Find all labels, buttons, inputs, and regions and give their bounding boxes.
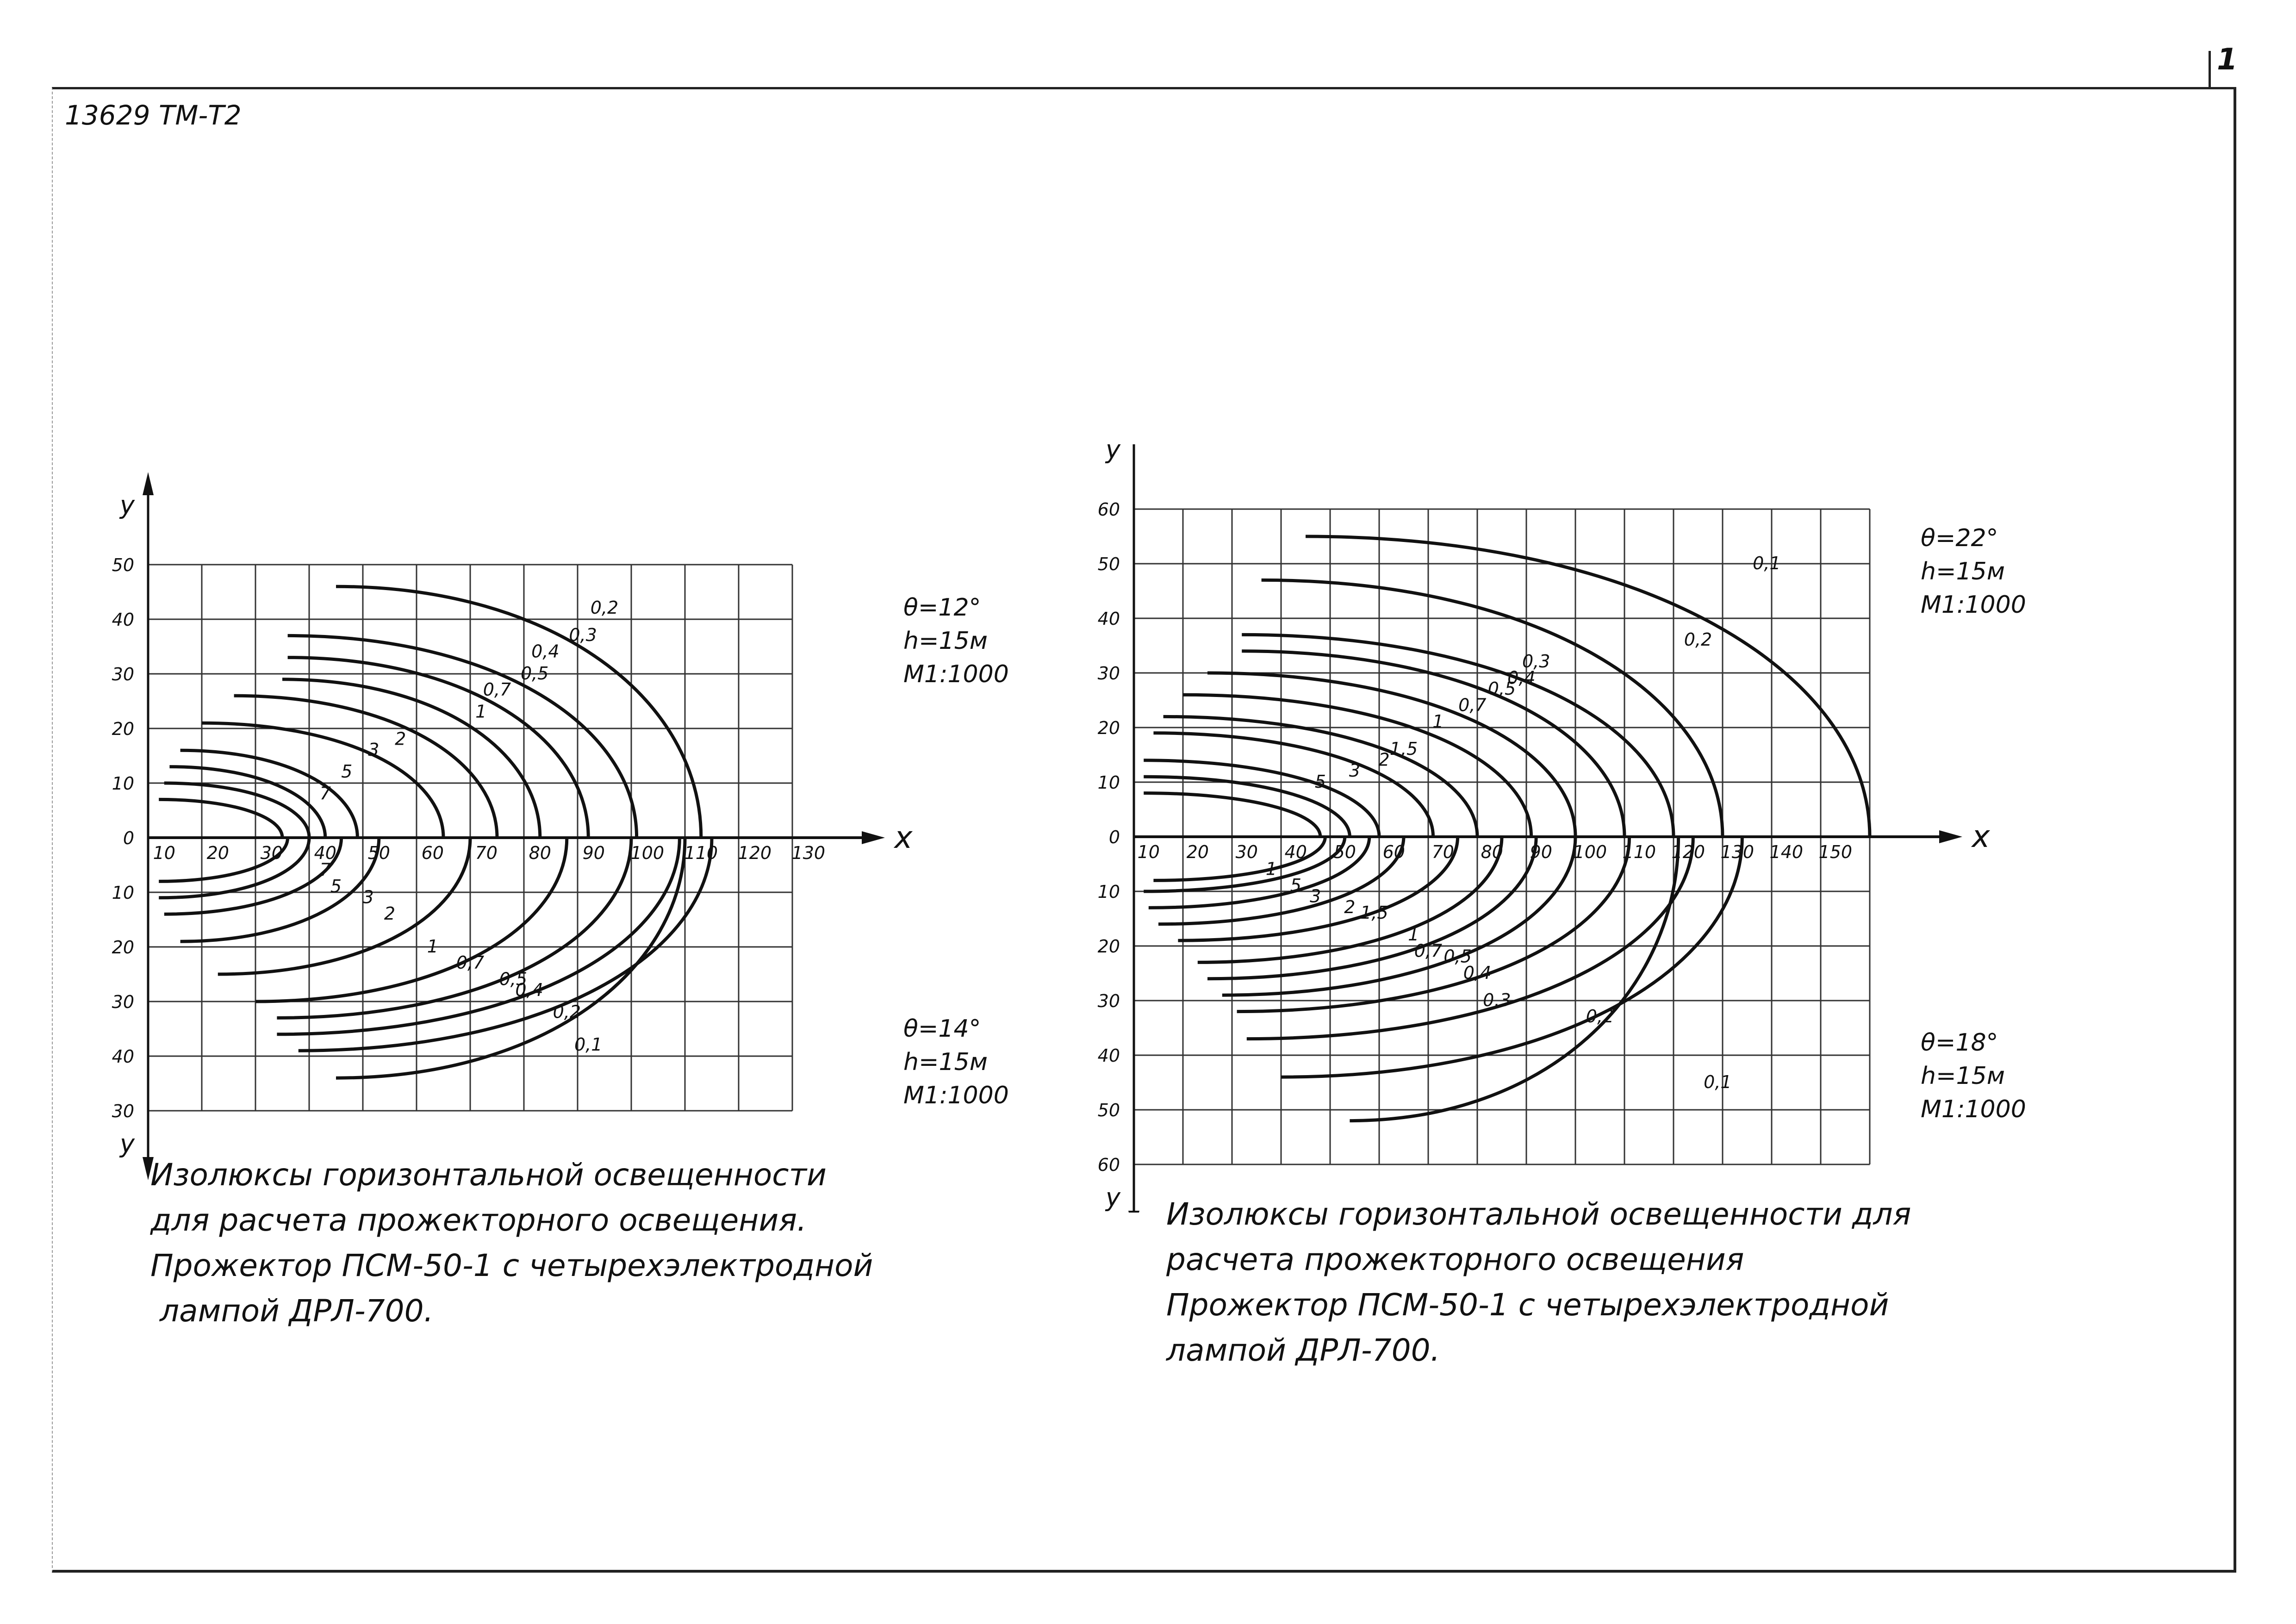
caption-left-line-1: Изолюксы горизонтальной освещенности — [150, 1157, 827, 1193]
right-x-tick-label: 70 — [1431, 842, 1454, 862]
left-curve-label-bottom: 1 — [427, 936, 438, 957]
document-code: 13629 ТМ-Т2 — [65, 100, 242, 131]
left-curve-label-top: 0,4 — [531, 641, 560, 662]
right-x-axis-arrow — [1939, 830, 1962, 843]
left-y-axis-arrow — [143, 472, 154, 495]
right-curve-label-top: 1,5 — [1389, 739, 1418, 759]
left-x-tick-label: 60 — [421, 843, 444, 863]
left-params-top-scale: М1:1000 — [903, 660, 1009, 688]
left-isolux-curve-top — [336, 586, 701, 838]
right-x-tick-label: 100 — [1573, 842, 1607, 862]
right-isolux-curve-bottom — [1350, 837, 1678, 1121]
right-curve-label-bottom: 3 — [1310, 886, 1321, 907]
right-x-tick-label: 10 — [1137, 842, 1160, 862]
right-isolux-curve-top — [1306, 536, 1870, 837]
right-y-tick-label-top: 60 — [1097, 499, 1120, 520]
left-curve-label-top: 7 — [319, 783, 331, 804]
left-curve-label-bottom: 0,7 — [456, 952, 485, 973]
right-y-tick-label-top: 30 — [1097, 663, 1120, 684]
left-y-tick-label-bottom: 40 — [112, 1046, 134, 1067]
right-y-tick-label-bottom: 50 — [1097, 1100, 1120, 1120]
left-y-tick-label-bottom: 30 — [112, 992, 134, 1012]
right-x-tick-label: 40 — [1284, 842, 1307, 862]
right-x-tick-label: 120 — [1671, 842, 1705, 862]
left-curve-label-bottom: 5 — [330, 876, 342, 896]
left-x-tick-label: 80 — [529, 843, 551, 863]
right-curve-label-bottom: 0,5 — [1444, 946, 1472, 967]
left-params-bottom-scale: М1:1000 — [903, 1082, 1009, 1109]
right-x-tick-label: 60 — [1382, 842, 1405, 862]
right-curve-label-bottom: 0,2 — [1586, 1006, 1614, 1027]
right-curve-label-top: 0,2 — [1684, 629, 1712, 650]
left-curve-label-bottom: 2 — [384, 903, 396, 924]
left-y-tick-label-bottom: 30 — [112, 1101, 134, 1121]
left-isolux-curve-top — [234, 696, 497, 838]
right-y-tick-label-top: 20 — [1097, 718, 1120, 738]
left-curve-label-top: 0,5 — [520, 663, 549, 684]
right-y-tick-label-bottom: 20 — [1097, 936, 1120, 957]
right-y-tick-label-bottom: 30 — [1097, 991, 1120, 1011]
left-curve-label-bottom: 7 — [319, 859, 331, 880]
right-x-tick-label: 90 — [1530, 842, 1552, 862]
caption-left — [150, 1152, 873, 1334]
left-y-axis-label-bottom: y — [120, 1129, 135, 1158]
left-x-tick-label: 20 — [206, 843, 229, 863]
right-y-tick-label-top: 10 — [1097, 772, 1120, 793]
right-params-bottom-theta: θ=18° — [1921, 1029, 1998, 1057]
right-curve-label-top: 0,4 — [1507, 667, 1536, 688]
right-x-tick-label: 110 — [1622, 842, 1656, 862]
right-curve-label-top: 0,3 — [1522, 651, 1550, 672]
left-curve-label-bottom: 3 — [362, 887, 374, 908]
right-x-tick-label: 50 — [1333, 842, 1356, 862]
left-curve-label-top: 0,3 — [569, 625, 597, 646]
left-params-bottom-theta: θ=14° — [903, 1015, 981, 1043]
right-curve-label-top: 0,1 — [1753, 553, 1781, 573]
left-x-tick-label: 40 — [314, 843, 336, 863]
left-x-tick-label: 110 — [684, 843, 718, 863]
right-params-top-scale: М1:1000 — [1921, 591, 2026, 619]
left-x-tick-label: 130 — [791, 843, 826, 863]
left-x-tick-label: 100 — [630, 843, 665, 863]
caption-left-line-2: для расчета прожекторного освещения. — [150, 1202, 807, 1238]
sheet-number-divider — [2209, 51, 2211, 88]
left-y-axis-label-top: y — [120, 491, 135, 520]
left-isolux-curve-bottom — [277, 838, 679, 1034]
right-params-bottom-scale: М1:1000 — [1921, 1095, 2026, 1123]
right-curve-label-top: 1 — [1432, 711, 1444, 732]
left-params-top-h: h=15м — [903, 627, 988, 655]
left-curve-label-top: 0,7 — [483, 679, 511, 700]
left-curve-label-bottom: 0,2 — [553, 1002, 581, 1022]
right-curve-label-bottom: 0,3 — [1483, 989, 1511, 1010]
right-curve-label-top: 5 — [1314, 771, 1326, 792]
left-isolux-curve-top — [159, 799, 282, 838]
right-isolux-curve-top — [1144, 760, 1379, 837]
right-grid-group — [1098, 444, 2026, 1213]
right-curve-label-bottom: 0,7 — [1414, 940, 1443, 961]
left-x-tick-label: 30 — [260, 843, 283, 863]
right-x-tick-label: 30 — [1235, 842, 1258, 862]
caption-right-line-2: расчета прожекторного освещения — [1166, 1242, 1744, 1277]
left-y-tick-label-top: 10 — [112, 773, 134, 794]
caption-right-line-1: Изолюксы горизонтальной освещенности для — [1166, 1196, 1911, 1232]
caption-left-line-4: лампой ДРЛ-700. — [160, 1293, 434, 1329]
left-x-tick-label: 10 — [153, 843, 175, 863]
right-x-tick-label: 20 — [1186, 842, 1209, 862]
left-y-tick-label-top: 0 — [123, 828, 134, 848]
caption-right — [1166, 1192, 1911, 1373]
left-x-tick-label: 50 — [367, 843, 390, 863]
left-curve-label-top: 2 — [395, 728, 406, 749]
right-y-axis-label-bottom: y — [1106, 1183, 1120, 1212]
right-curve-label-bottom: 0,4 — [1463, 962, 1492, 983]
left-y-tick-label-top: 40 — [112, 610, 134, 630]
sheet-number: 1 — [2217, 43, 2238, 77]
right-curve-label-top: 3 — [1349, 760, 1361, 781]
caption-right-line-3: Прожектор ПСМ-50-1 с четырехэлектродной — [1166, 1287, 1889, 1323]
isolux-plot-right — [1074, 444, 2231, 1213]
left-y-tick-label-top: 20 — [112, 719, 134, 739]
right-curve-label-bottom: 1,5 — [1360, 902, 1388, 923]
left-x-axis-label: x — [894, 820, 913, 855]
right-params-bottom-h: h=15м — [1921, 1062, 2005, 1090]
right-curve-label-top: 0,7 — [1458, 695, 1487, 716]
right-x-axis-label: x — [1972, 819, 1990, 854]
caption-right-line-4: лампой ДРЛ-700. — [1166, 1332, 1440, 1368]
right-curve-label-bottom: 1 — [1265, 859, 1277, 879]
left-y-tick-label-bottom: 20 — [112, 937, 134, 958]
right-x-tick-label: 150 — [1818, 842, 1853, 862]
right-y-tick-label-bottom: 10 — [1097, 882, 1120, 902]
right-x-tick-label: 140 — [1769, 842, 1804, 862]
left-y-tick-label-top: 50 — [112, 555, 134, 575]
left-curve-label-bottom: 0,4 — [515, 980, 543, 1001]
left-x-tick-label: 120 — [738, 843, 772, 863]
left-isolux-curve-top — [180, 750, 358, 838]
left-curve-label-bottom: 0,5 — [499, 969, 528, 989]
left-grid-group — [112, 472, 1009, 1180]
right-x-tick-label: 80 — [1481, 842, 1503, 862]
left-curve-label-top: 3 — [368, 740, 380, 760]
right-y-axis-arrow-bottom — [1128, 1211, 1139, 1213]
right-y-tick-label-top: 0 — [1108, 827, 1120, 847]
left-y-tick-label-bottom: 10 — [112, 883, 134, 903]
left-curve-label-top: 0,2 — [590, 597, 619, 618]
left-params-top-theta: θ=12° — [903, 594, 981, 622]
caption-left-line-3: Прожектор ПСМ-50-1 с четырехэлектродной — [150, 1248, 873, 1283]
right-curve-label-bottom: 0,1 — [1704, 1071, 1732, 1092]
right-curve-label-bottom: 5 — [1290, 875, 1301, 896]
left-curve-label-top: 1 — [475, 701, 487, 722]
right-y-axis-label-top: y — [1106, 444, 1120, 464]
right-curve-label-top: 0,5 — [1487, 678, 1516, 699]
right-curve-label-bottom: 1 — [1408, 924, 1419, 945]
left-curve-label-top: 5 — [341, 761, 353, 782]
left-x-tick-label: 90 — [582, 843, 605, 863]
left-x-axis-arrow — [862, 831, 885, 844]
right-curve-label-bottom: 2 — [1344, 897, 1356, 918]
left-isolux-curve-bottom — [336, 838, 685, 1078]
right-params-top-theta: θ=22° — [1921, 524, 1998, 552]
right-y-tick-label-top: 50 — [1097, 554, 1120, 574]
left-curve-label-bottom: 0,1 — [574, 1034, 603, 1055]
right-y-tick-label-top: 40 — [1097, 609, 1120, 629]
left-x-tick-label: 70 — [475, 843, 498, 863]
right-curve-label-top: 2 — [1378, 749, 1390, 770]
right-y-tick-label-bottom: 60 — [1097, 1155, 1120, 1175]
isolux-plot-left — [93, 467, 1064, 1189]
left-params-bottom-h: h=15м — [903, 1048, 988, 1076]
right-x-tick-label: 130 — [1720, 842, 1755, 862]
right-y-tick-label-bottom: 40 — [1097, 1045, 1120, 1066]
right-params-top-h: h=15м — [1921, 558, 2005, 585]
left-y-tick-label-top: 30 — [112, 664, 134, 684]
